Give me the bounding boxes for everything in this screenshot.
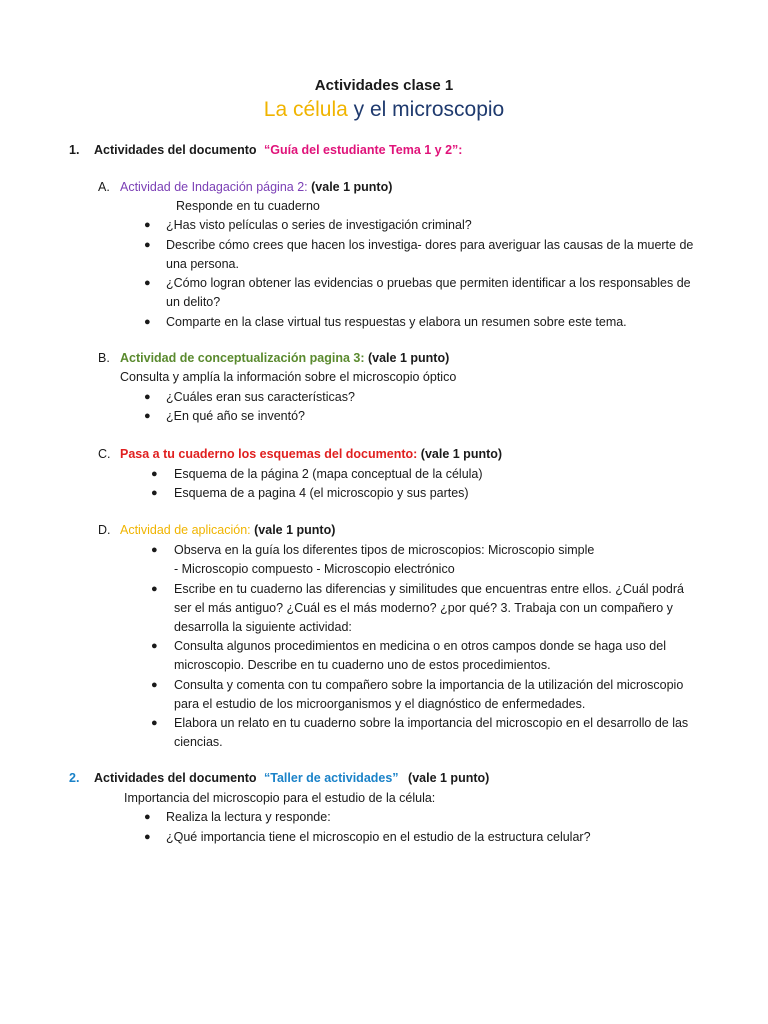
list-item: Realiza la lectura y responde: bbox=[166, 810, 331, 824]
section2-intro: Importancia del microscopio para el estudio de la célula: bbox=[124, 791, 436, 805]
subtitle-part1: La célula bbox=[263, 98, 348, 121]
bullet-icon: ● bbox=[144, 316, 151, 328]
section1-number: 1. bbox=[69, 143, 80, 157]
list-item-continued: microscopio. Describe en tu cuaderno uno de estos procedimientos. bbox=[174, 658, 551, 672]
bullet-icon: ● bbox=[144, 831, 151, 843]
section-c-letter: C. bbox=[98, 447, 111, 461]
section-b-intro: Consulta y amplía la información sobre el microscopio óptico bbox=[120, 370, 457, 384]
list-item: Observa en la guía los diferentes tipos de microscopios: Microscopio simple bbox=[174, 543, 595, 557]
section-c-value: (vale 1 punto) bbox=[420, 447, 503, 461]
section2-doc: “Taller de actividades” bbox=[264, 771, 399, 785]
list-item: Comparte en la clase virtual tus respuestas y elabora un resumen sobre este tema. bbox=[166, 315, 627, 329]
list-item-continued: desarrolla la siguiente actividad: bbox=[174, 620, 352, 634]
section-a-heading bbox=[120, 178, 392, 197]
bullet-icon: ● bbox=[151, 640, 158, 652]
section1-heading bbox=[94, 141, 462, 160]
document-subtitle bbox=[0, 97, 768, 123]
section-a-letter: A. bbox=[98, 180, 110, 194]
section-b-letter: B. bbox=[98, 351, 110, 365]
bullet-icon: ● bbox=[151, 468, 158, 480]
bullet-icon: ● bbox=[151, 583, 158, 595]
section2-heading bbox=[94, 769, 489, 788]
section-c-heading bbox=[120, 445, 502, 464]
list-item: ¿Cuáles eran sus características? bbox=[166, 390, 355, 404]
section-b-value: (vale 1 punto) bbox=[367, 351, 450, 365]
document-title: Actividades clase 1 bbox=[314, 77, 454, 94]
section2-label: Actividades del documento bbox=[94, 771, 257, 785]
bullet-icon: ● bbox=[144, 219, 151, 231]
list-item-continued: ciencias. bbox=[174, 735, 223, 749]
section-a-title: Actividad de Indagación página 2: bbox=[120, 180, 308, 194]
list-item: ¿En qué año se inventó? bbox=[166, 409, 305, 423]
section-d-value: (vale 1 punto) bbox=[254, 523, 336, 537]
bullet-icon: ● bbox=[144, 239, 151, 251]
list-item-continued: para el estudio de los microorganismos y el diagnóstico de enfermedades. bbox=[174, 697, 586, 711]
list-item: Describe cómo crees que hacen los investiga- dores para averiguar las causas de la muerte de bbox=[166, 238, 694, 252]
section-d-letter: D. bbox=[98, 523, 111, 537]
section-b-heading bbox=[120, 349, 449, 368]
list-item: Elabora un relato en tu cuaderno sobre la importancia del microscopio en el desarrollo de las bbox=[174, 716, 689, 730]
section1-doc: “Guía del estudiante Tema 1 y 2”: bbox=[264, 143, 463, 157]
section-b-title: Actividad de conceptualización pagina 3: bbox=[120, 351, 365, 365]
bullet-icon: ● bbox=[144, 811, 151, 823]
list-item: Escribe en tu cuaderno las diferencias y similitudes que encuentras entre ellos. ¿Cuál podrá bbox=[174, 582, 684, 596]
list-item: Esquema de a pagina 4 (el microscopio y sus partes) bbox=[174, 486, 469, 500]
section1-label: Actividades del documento bbox=[94, 143, 257, 157]
list-item: Consulta algunos procedimientos en medicina o en otros campos donde se haga uso del bbox=[174, 639, 666, 653]
bullet-icon: ● bbox=[151, 544, 158, 556]
list-item: Esquema de la página 2 (mapa conceptual de la célula) bbox=[174, 467, 483, 481]
list-item: ¿Qué importancia tiene el microscopio en el estudio de la estructura celular? bbox=[166, 830, 591, 844]
list-item: ¿Cómo logran obtener las evidencias o pruebas que permiten identificar a los responsables de bbox=[166, 276, 691, 290]
list-item: Consulta y comenta con tu compañero sobre la importancia de la utilización del microscopio bbox=[174, 678, 684, 692]
bullet-icon: ● bbox=[151, 487, 158, 499]
section-a-intro: Responde en tu cuaderno bbox=[176, 199, 320, 213]
bullet-icon: ● bbox=[144, 391, 151, 403]
section-a-value: (vale 1 punto) bbox=[311, 180, 393, 194]
subtitle-part2: y el microscopio bbox=[353, 98, 505, 121]
list-item-continued: un delito? bbox=[166, 295, 221, 309]
bullet-icon: ● bbox=[151, 679, 158, 691]
list-item-continued: - Microscopio compuesto - Microscopio electrónico bbox=[174, 562, 455, 576]
bullet-icon: ● bbox=[144, 277, 151, 289]
section2-number: 2. bbox=[69, 771, 80, 785]
section-c-title: Pasa a tu cuaderno los esquemas del documento: bbox=[120, 447, 418, 461]
section-d-heading bbox=[120, 521, 335, 540]
bullet-icon: ● bbox=[144, 410, 151, 422]
bullet-icon: ● bbox=[151, 717, 158, 729]
list-item-continued: ser el más antiguo? ¿Cuál es el más moderno? ¿por qué? 3. Trabaja con un compañero y bbox=[174, 601, 673, 615]
section2-value: (vale 1 punto) bbox=[408, 771, 490, 785]
list-item: ¿Has visto películas o series de investigación criminal? bbox=[166, 218, 472, 232]
section-d-title: Actividad de aplicación: bbox=[120, 523, 251, 537]
list-item-continued: una persona. bbox=[166, 257, 239, 271]
